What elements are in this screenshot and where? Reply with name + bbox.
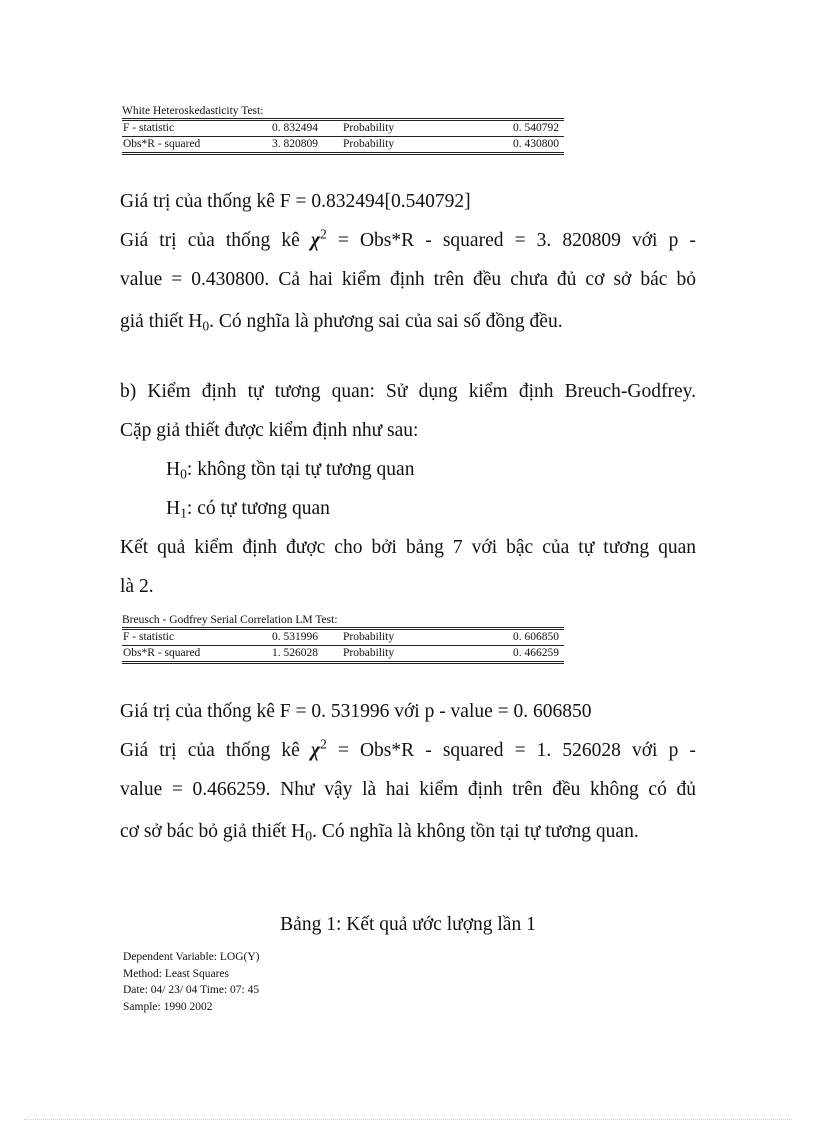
para2-line4: cơ sở bác bỏ giả thiết $H_0$. Có nghĩa là không tồn tại tự tương quan. (120, 821, 639, 844)
result-line1: Kết quả kiểm định được cho bởi bảng 7 với bậc của tự tương quan (120, 537, 696, 558)
word: Giá (120, 740, 149, 761)
word: của (187, 230, 215, 251)
word: 526028 (562, 740, 621, 761)
prob-label: Probability (343, 631, 395, 643)
prob-label: Probability (343, 138, 395, 150)
table-row (122, 121, 564, 137)
word: 820809 (562, 230, 621, 251)
word: kê (281, 230, 300, 251)
table-caption: Bảng 1: Kết quả ước lượng lần 1 (280, 914, 536, 935)
word: = (337, 740, 349, 761)
stat-label: Obs*R - squared (123, 138, 201, 150)
stat-value: 3. 820809 (272, 138, 318, 150)
word: thống (225, 740, 271, 761)
bg-test-table (122, 613, 564, 664)
para2-line3: value = 0.466259. Như vậy là hai kiểm định trên đều không có đủ (120, 779, 696, 800)
bg-test-title: Breusch - Godfrey Serial Correlation LM Test: (122, 613, 564, 630)
word: Giá (120, 230, 149, 251)
stat-label: F - statistic (123, 122, 175, 134)
word: kê (281, 740, 300, 761)
stat-value: 1. 526028 (272, 647, 318, 659)
word: p (668, 230, 679, 251)
word: với (631, 230, 658, 251)
para1-line2 (120, 221, 696, 260)
word: - (689, 230, 696, 251)
para2-line1: Giá trị của thống kê F = 0. 531996 với p - value = 0. 606850 (120, 701, 592, 722)
prob-label: Probability (343, 647, 395, 659)
word: trị (159, 740, 177, 761)
stat-value: 0. 832494 (272, 122, 318, 134)
white-test-table (122, 104, 564, 155)
word: 1. (536, 740, 552, 761)
word: 3. (536, 230, 552, 251)
regression-header (123, 949, 259, 1015)
word: Obs*R (359, 230, 415, 251)
word: = (514, 740, 526, 761)
result-line2: là 2. (120, 576, 154, 597)
table-row (122, 630, 564, 646)
prob-value: 0. 430800 (513, 138, 559, 150)
word: = (337, 230, 349, 251)
para1-line1: Giá trị của thống kê F = 0.832494[0.540792] (120, 191, 471, 212)
table-row (122, 646, 564, 664)
stat-value: 0. 531996 (272, 631, 318, 643)
word: với (631, 740, 658, 761)
stat-label: Obs*R - squared (123, 647, 201, 659)
regression-dependent-variable: Dependent Variable: LOG(Y) (123, 951, 260, 963)
para2-line2 (120, 731, 696, 770)
word: trị (159, 230, 177, 251)
section-b-intro: Cặp giả thiết được kiểm định như sau: (120, 420, 419, 441)
word: - (425, 230, 432, 251)
stat-label: F - statistic (123, 631, 175, 643)
word: squared (442, 230, 504, 251)
prob-value: 0. 466259 (513, 647, 559, 659)
word: - (689, 740, 696, 761)
regression-date: Date: 04/ 23/ 04 Time: 07: 45 (123, 984, 260, 996)
chi-square-symbol: $\chi^2$ (310, 736, 327, 761)
hypothesis-h1: $H_1$: có tự tương quan (166, 498, 330, 521)
word: - (425, 740, 432, 761)
word: thống (225, 230, 271, 251)
regression-sample: Sample: 1990 2002 (123, 1000, 213, 1013)
white-test-title: White Heteroskedasticity Test: (122, 104, 564, 121)
word: của (187, 740, 215, 761)
word: squared (442, 740, 504, 761)
word: p (668, 740, 679, 761)
word: = (514, 230, 526, 251)
hypothesis-h0: $H_0$: không tồn tại tự tương quan (166, 459, 415, 482)
word: Obs*R (359, 740, 415, 761)
prob-label: Probability (343, 122, 395, 134)
chi-square-symbol: $\chi^2$ (310, 226, 327, 251)
para1-line4: giả thiết $H_0$. Có nghĩa là phương sai của sai số đồng đều. (120, 311, 563, 334)
page-bottom-divider (24, 1119, 792, 1120)
para1-line3: value = 0.430800. Cả hai kiểm định trên đều chưa đủ cơ sở bác bỏ (120, 269, 696, 290)
section-b-heading: b) Kiểm định tự tương quan: Sử dụng kiểm định Breuch-Godfrey. (120, 381, 696, 402)
prob-value: 0. 606850 (513, 631, 559, 643)
prob-value: 0. 540792 (513, 122, 559, 134)
table-row (122, 137, 564, 155)
regression-method: Method: Least Squares (123, 967, 230, 980)
